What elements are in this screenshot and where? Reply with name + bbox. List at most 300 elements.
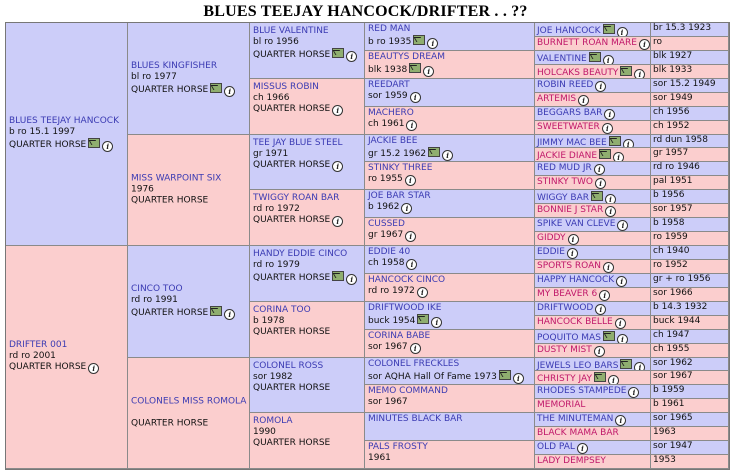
horse-detail: blk 1933 <box>653 65 693 75</box>
horse-detail: buck 1944 <box>653 316 701 326</box>
horse-detail: blk 1927 <box>653 51 693 61</box>
info-icon[interactable]: i <box>595 304 606 315</box>
horse-entry <box>253 193 343 227</box>
info-icon[interactable]: i <box>442 150 453 161</box>
info-icon[interactable]: i <box>628 387 639 398</box>
breed-line <box>131 196 221 207</box>
horse-name-link[interactable]: CUSSED <box>368 219 405 229</box>
horse-detail: b 1959 <box>653 385 685 395</box>
horse-info-line <box>368 202 431 214</box>
info-icon[interactable]: i <box>634 362 645 371</box>
gen4-cell <box>365 330 535 358</box>
horse-name-link[interactable]: HOLCAKS BEAUTY <box>537 68 619 78</box>
horse-name-link[interactable]: SWEETWATER <box>537 122 600 132</box>
pedigree-chart <box>5 22 730 470</box>
horse-color-year: sor 1959 <box>368 91 408 101</box>
horse-name-link[interactable]: DRIFTER 001 <box>9 340 68 350</box>
info-icon[interactable]: i <box>615 318 626 329</box>
horse-color-year: rd ro 1991 <box>131 294 178 305</box>
detail-cell <box>651 176 729 190</box>
gen5-cell <box>535 232 651 246</box>
breed-line <box>131 306 235 320</box>
horse-name-link[interactable]: COLONEL ROSS <box>253 361 324 371</box>
horse-name-link[interactable]: TEE JAY BLUE STEEL <box>253 138 343 148</box>
horse-entry <box>537 94 589 106</box>
video-icon[interactable] <box>620 66 632 76</box>
gen5-cell <box>535 135 651 148</box>
horse-name-link[interactable]: STINKY TWO <box>537 177 594 187</box>
info-icon[interactable]: i <box>332 105 343 116</box>
horse-info-line <box>253 204 343 215</box>
info-icon[interactable]: i <box>102 141 113 152</box>
info-icon[interactable]: i <box>224 86 235 97</box>
gen4-cell <box>365 358 535 385</box>
horse-entry <box>368 331 430 354</box>
breed-line <box>253 438 330 449</box>
horse-name-link[interactable]: CHRISTY JAY <box>537 374 592 384</box>
horse-name-link[interactable]: LADY DEMPSEY <box>537 456 606 466</box>
horse-entry <box>368 52 445 77</box>
detail-cell <box>651 302 729 316</box>
video-icon[interactable] <box>609 136 621 146</box>
video-icon[interactable] <box>332 48 344 58</box>
horse-info-line <box>368 453 428 464</box>
video-icon[interactable] <box>599 149 611 159</box>
breed-label: QUARTER HORSE <box>253 273 331 283</box>
info-icon[interactable]: i <box>578 95 589 106</box>
breed-line <box>253 104 343 116</box>
gen2-cell <box>128 358 250 469</box>
gen5-cell <box>535 204 651 218</box>
video-icon[interactable] <box>413 35 425 45</box>
horse-entry <box>537 177 606 189</box>
gen2-cell <box>128 135 250 246</box>
detail-cell <box>651 344 729 358</box>
video-icon[interactable] <box>428 147 440 157</box>
horse-name-link[interactable]: THE MINUTEMAN <box>537 414 614 424</box>
horse-detail: sor 1965 <box>653 413 693 423</box>
info-icon[interactable]: i <box>346 51 357 62</box>
horse-color-year: rd ro 1979 <box>253 260 300 270</box>
horse-name-link[interactable]: EDDIE <box>537 247 565 257</box>
gen5-cell <box>535 358 651 371</box>
info-icon[interactable]: i <box>423 66 434 77</box>
horse-name-link[interactable]: BEAUTYS DREAM <box>368 52 445 62</box>
horse-color-year: b ro 1935 <box>368 37 412 47</box>
horse-color-year: ch 1961 <box>368 119 405 129</box>
horse-entry <box>537 289 610 301</box>
info-icon[interactable]: i <box>603 262 614 273</box>
horse-entry <box>368 247 417 270</box>
horse-entry <box>537 80 606 92</box>
horse-entry <box>253 26 357 62</box>
detail-cell <box>651 37 729 51</box>
horse-color-year: 1990 <box>253 427 276 437</box>
horse-color-year: 1976 <box>131 184 154 195</box>
info-icon[interactable]: i <box>595 81 606 92</box>
horse-entry <box>368 108 417 131</box>
horse-detail: b 1956 <box>653 190 685 200</box>
horse-info-line <box>368 35 438 49</box>
detail-cell <box>651 455 729 469</box>
horse-detail: sor 15.2 1949 <box>653 79 716 89</box>
info-icon[interactable]: i <box>410 343 421 354</box>
gen5-cell <box>535 371 651 385</box>
info-icon[interactable]: i <box>594 346 605 357</box>
horse-name-link[interactable]: BLUES TEEJAY HANCOCK <box>9 116 119 126</box>
gen4-cell <box>365 162 535 190</box>
horse-name-link[interactable]: COLONELS MISS ROMOLA <box>131 396 247 407</box>
gen3-cell <box>250 302 365 358</box>
horse-entry <box>537 275 627 287</box>
horse-detail: br 15.3 1923 <box>653 23 712 33</box>
horse-name-link[interactable]: JOE BAR STAR <box>368 191 431 201</box>
breed-label: QUARTER HORSE <box>253 383 331 393</box>
horse-entry <box>131 61 235 97</box>
gen2-cell <box>128 23 250 135</box>
horse-entry <box>537 331 628 344</box>
horse-info-line <box>131 72 235 83</box>
horse-name-link[interactable]: MEMORIAL <box>537 400 586 410</box>
horse-color-year: buck 1954 <box>368 316 416 326</box>
gen1-cell <box>6 246 128 469</box>
info-icon[interactable]: i <box>605 194 616 204</box>
horse-entry <box>9 340 99 374</box>
horse-entry <box>253 305 330 338</box>
horse-detail: ro 1959 <box>653 232 688 242</box>
breed-label: QUARTER HORSE <box>131 195 209 206</box>
info-icon[interactable]: i <box>417 287 428 298</box>
info-icon[interactable]: i <box>332 216 343 227</box>
horse-name-link[interactable]: BEGGARS BAR <box>537 108 603 118</box>
info-icon[interactable]: i <box>406 259 417 270</box>
info-icon[interactable]: i <box>88 363 99 374</box>
horse-name-link[interactable]: PALS FROSTY <box>368 442 428 452</box>
gen4-cell <box>365 274 535 302</box>
gen4-cell <box>365 413 535 441</box>
gen4-cell <box>365 218 535 246</box>
detail-cell <box>651 371 729 385</box>
horse-entry <box>537 122 613 134</box>
gen3-cell <box>250 23 365 79</box>
info-icon[interactable]: i <box>623 139 634 148</box>
horse-entry <box>368 136 453 161</box>
horse-entry <box>537 400 585 411</box>
horse-name-link[interactable]: TWIGGY ROAN BAR <box>253 193 340 203</box>
horse-name-link[interactable]: REEDART <box>368 80 410 90</box>
horse-info-line <box>368 258 417 270</box>
gen3-cell <box>250 190 365 246</box>
breed-line <box>253 48 357 62</box>
horse-name-link[interactable]: RED MUD JR <box>537 163 592 173</box>
info-icon[interactable]: i <box>599 290 610 301</box>
horse-info-line <box>131 295 235 306</box>
breed-line <box>253 160 343 172</box>
video-icon[interactable] <box>210 306 222 316</box>
horse-color-year: rd ro 2001 <box>9 351 56 361</box>
horse-name-link[interactable]: DRIFTWOOD <box>537 303 594 313</box>
detail-cell <box>651 121 729 135</box>
horse-detail: ro 1952 <box>653 260 688 270</box>
horse-entry <box>537 38 650 50</box>
detail-cell <box>651 441 729 455</box>
horse-name-link[interactable]: CORINA TOO <box>253 305 311 315</box>
breed-label: QUARTER HORSE <box>9 140 87 150</box>
gen3-cell <box>250 79 365 135</box>
horse-detail: 1963 <box>653 427 676 437</box>
gen5-cell <box>535 93 651 107</box>
horse-entry <box>537 442 588 454</box>
gen5-cell <box>535 121 651 135</box>
horse-name-link[interactable]: MACHERO <box>368 108 414 118</box>
info-icon[interactable]: i <box>613 152 624 162</box>
gen5-cell <box>535 79 651 93</box>
horse-name-link[interactable]: ARTEMIS <box>537 94 577 104</box>
gen4-cell <box>365 302 535 330</box>
gen4-cell <box>365 79 535 107</box>
horse-name-link[interactable]: EDDIE 40 <box>368 247 411 257</box>
horse-name-link[interactable]: BONNIE J STAR <box>537 205 604 215</box>
info-icon[interactable]: i <box>605 206 616 217</box>
horse-name-link[interactable]: POQUITO MAS <box>537 333 601 343</box>
horse-color-year: bl ro 1956 <box>253 37 299 47</box>
horse-name-link[interactable]: CINCO TOO <box>131 283 183 294</box>
detail-cell <box>651 399 729 413</box>
horse-entry <box>368 219 416 242</box>
info-icon[interactable]: i <box>567 248 578 259</box>
horse-name-link[interactable]: MISS WARPOINT SIX <box>131 173 222 184</box>
video-icon[interactable] <box>417 314 429 324</box>
horse-name-link[interactable]: HANCOCK BELLE <box>537 317 613 327</box>
horse-entry <box>253 138 343 172</box>
horse-name-link[interactable]: SPIKE VAN CLEVE <box>537 219 616 229</box>
horse-name-link[interactable]: OLD PAL <box>537 442 575 452</box>
detail-cell <box>651 413 729 427</box>
horse-name-link[interactable]: BURNETT ROAN MARE <box>537 38 637 48</box>
info-icon[interactable]: i <box>617 27 628 37</box>
horse-detail: sor 1962 <box>653 358 693 368</box>
horse-name-link[interactable]: ROMOLA <box>253 416 293 426</box>
horse-color-year: 1961 <box>368 453 391 463</box>
horse-info-line <box>368 174 432 186</box>
info-icon[interactable]: i <box>604 109 615 120</box>
horse-name-link[interactable]: HANCOCK CINCO <box>368 275 446 285</box>
info-icon[interactable]: i <box>577 443 588 454</box>
horse-info-line <box>253 427 330 438</box>
horse-entry <box>537 191 616 204</box>
horse-info-line <box>253 149 343 160</box>
info-icon[interactable]: i <box>346 274 357 285</box>
horse-info-line <box>368 370 524 384</box>
info-icon[interactable]: i <box>405 231 416 242</box>
breed-label: QUARTER HORSE <box>253 160 331 170</box>
horse-name-link[interactable]: GIDDY <box>537 233 566 243</box>
breed-line <box>253 215 343 227</box>
horse-entry <box>537 456 606 467</box>
detail-cell <box>651 135 729 148</box>
breed-label: QUARTER HORSE <box>131 307 209 318</box>
horse-entry <box>537 24 628 37</box>
gen5-cell <box>535 23 651 37</box>
detail-cell <box>651 162 729 176</box>
gen3-cell <box>250 413 365 469</box>
horse-name-link[interactable]: CORINA BABE <box>368 331 431 341</box>
video-icon[interactable] <box>594 372 606 382</box>
info-icon[interactable]: i <box>406 120 417 131</box>
horse-name-link[interactable]: DRIFTWOOD IKE <box>368 303 442 313</box>
horse-name-link[interactable]: MY BEAVER 6 <box>537 289 598 299</box>
horse-detail: b 14.3 1932 <box>653 302 708 312</box>
gen3-cell <box>250 246 365 302</box>
horse-info-line <box>368 63 445 77</box>
horse-entry <box>537 149 624 162</box>
horse-detail: gr 1957 <box>653 148 689 158</box>
horse-name-link[interactable]: COLONEL FRECKLES <box>368 359 460 369</box>
info-icon[interactable]: i <box>568 234 579 245</box>
info-icon[interactable]: i <box>431 317 442 328</box>
horse-color-year: b 1962 <box>368 202 400 212</box>
info-icon[interactable]: i <box>401 203 412 214</box>
horse-color-year: bl ro 1977 <box>131 71 177 82</box>
info-icon[interactable]: i <box>617 334 628 344</box>
gen1-cell <box>6 23 128 246</box>
horse-name-link[interactable]: SPORTS ROAN <box>537 261 601 271</box>
info-icon[interactable]: i <box>427 38 438 49</box>
breed-line <box>253 327 330 338</box>
horse-entry <box>9 116 119 152</box>
info-icon[interactable]: i <box>594 164 605 175</box>
horse-entry <box>537 136 634 148</box>
horse-info-line <box>368 119 417 131</box>
info-icon[interactable]: i <box>603 55 614 65</box>
gen3-cell <box>250 358 365 413</box>
gen5-cell <box>535 344 651 358</box>
horse-name-link[interactable]: MISSUS ROBIN <box>253 82 319 92</box>
gen5-cell <box>535 385 651 399</box>
horse-color-year: gr 15.2 1962 <box>368 149 427 159</box>
page-title: BLUES TEEJAY HANCOCK/DRIFTER . . ?? <box>203 3 528 20</box>
horse-name-link[interactable]: JEWELS LEO BARS <box>537 361 619 371</box>
breed-line <box>131 83 235 97</box>
horse-name-link[interactable]: MEMO COMMAND <box>368 386 448 396</box>
horse-color-year: sor 1967 <box>368 342 408 352</box>
horse-detail: ch 1940 <box>653 246 690 256</box>
horse-name-link[interactable]: HANDY EDDIE CINCO <box>253 249 348 259</box>
horse-entry <box>131 174 221 207</box>
horse-name-link[interactable]: BLACK MAMA BAR <box>537 428 619 438</box>
breed-label: QUARTER HORSE <box>253 104 331 114</box>
horse-name-link[interactable]: JACKIE BEE <box>368 136 418 146</box>
horse-detail: gr + ro 1956 <box>653 274 711 284</box>
info-icon[interactable]: i <box>224 309 235 320</box>
gen4-cell <box>365 51 535 79</box>
horse-color-year: rd ro 1972 <box>253 204 300 214</box>
horse-entry <box>537 247 578 259</box>
horse-name-link[interactable]: ROBIN REED <box>537 80 594 90</box>
info-icon[interactable]: i <box>595 178 606 189</box>
horse-detail: ro <box>653 37 663 47</box>
info-icon[interactable]: i <box>513 373 524 384</box>
video-icon[interactable] <box>332 271 344 281</box>
horse-info-line <box>253 37 357 48</box>
info-icon[interactable]: i <box>639 39 650 50</box>
info-icon[interactable]: i <box>332 161 343 172</box>
breed-line <box>253 271 357 285</box>
gen5-cell <box>535 399 651 413</box>
horse-name-link[interactable]: MINUTES BLACK BAR <box>368 414 463 424</box>
info-icon[interactable]: i <box>405 175 416 186</box>
horse-name-link[interactable]: JACKIE DIANE <box>537 151 598 161</box>
detail-cell <box>651 23 729 37</box>
horse-info-line <box>368 342 430 354</box>
video-icon[interactable] <box>603 24 615 34</box>
video-icon[interactable] <box>88 138 100 148</box>
horse-name-link[interactable]: STINKY THREE <box>368 163 433 173</box>
info-icon[interactable]: i <box>615 415 626 426</box>
horse-name-link[interactable]: BLUE VALENTINE <box>253 26 329 36</box>
horse-name-link[interactable]: VALENTINE <box>537 54 587 64</box>
gen5-cell <box>535 51 651 65</box>
horse-info-line <box>368 286 445 298</box>
video-icon[interactable] <box>409 63 421 73</box>
video-icon[interactable] <box>603 331 615 341</box>
horse-name-link[interactable]: JIMMY MAC BEE <box>537 138 607 148</box>
horse-detail: rd ro 1946 <box>653 162 700 172</box>
horse-entry <box>368 163 432 186</box>
horse-name-link[interactable]: HAPPY HANCOCK <box>537 275 615 285</box>
gen5-cell <box>535 246 651 260</box>
horse-info-line <box>253 316 330 327</box>
horse-info-line <box>253 260 357 271</box>
horse-name-link[interactable]: JOE HANCOCK <box>537 26 601 36</box>
horse-detail: sor 1967 <box>653 371 693 381</box>
info-icon[interactable]: i <box>616 276 627 287</box>
video-icon[interactable] <box>591 191 603 201</box>
video-icon[interactable] <box>620 359 632 369</box>
info-icon[interactable]: i <box>410 92 421 103</box>
horse-name-link[interactable]: RED MAN <box>368 24 411 34</box>
detail-cell <box>651 218 729 232</box>
horse-name-link[interactable]: DUSTY MIST <box>537 345 592 355</box>
horse-detail: sor 1957 <box>653 204 693 214</box>
horse-info-line <box>368 230 416 242</box>
video-icon[interactable] <box>499 370 511 380</box>
gen5-cell <box>535 190 651 204</box>
info-icon[interactable]: i <box>617 220 628 231</box>
horse-entry <box>537 428 619 439</box>
horse-entry <box>537 52 614 65</box>
horse-entry <box>537 66 645 79</box>
video-icon[interactable] <box>589 52 601 62</box>
video-icon[interactable] <box>210 83 222 93</box>
horse-entry <box>537 108 615 120</box>
horse-name-link[interactable]: BLUES KINGFISHER <box>131 60 218 71</box>
gen4-cell <box>365 135 535 162</box>
gen5-cell <box>535 218 651 232</box>
horse-name-link[interactable]: WIGGY BAR <box>537 193 589 203</box>
horse-entry <box>131 397 246 430</box>
horse-color-year: sor AQHA Hall Of Fame 1973 <box>368 372 497 382</box>
horse-name-link[interactable]: RHODES STAMPEDE <box>537 386 627 396</box>
horse-detail: pal 1951 <box>653 176 693 186</box>
info-icon[interactable]: i <box>602 123 613 134</box>
info-icon[interactable]: i <box>634 69 645 79</box>
gen4-cell <box>365 385 535 413</box>
gen5-cell <box>535 455 651 469</box>
horse-entry <box>537 414 626 426</box>
info-icon[interactable]: i <box>608 375 619 385</box>
gen5-cell <box>535 260 651 274</box>
